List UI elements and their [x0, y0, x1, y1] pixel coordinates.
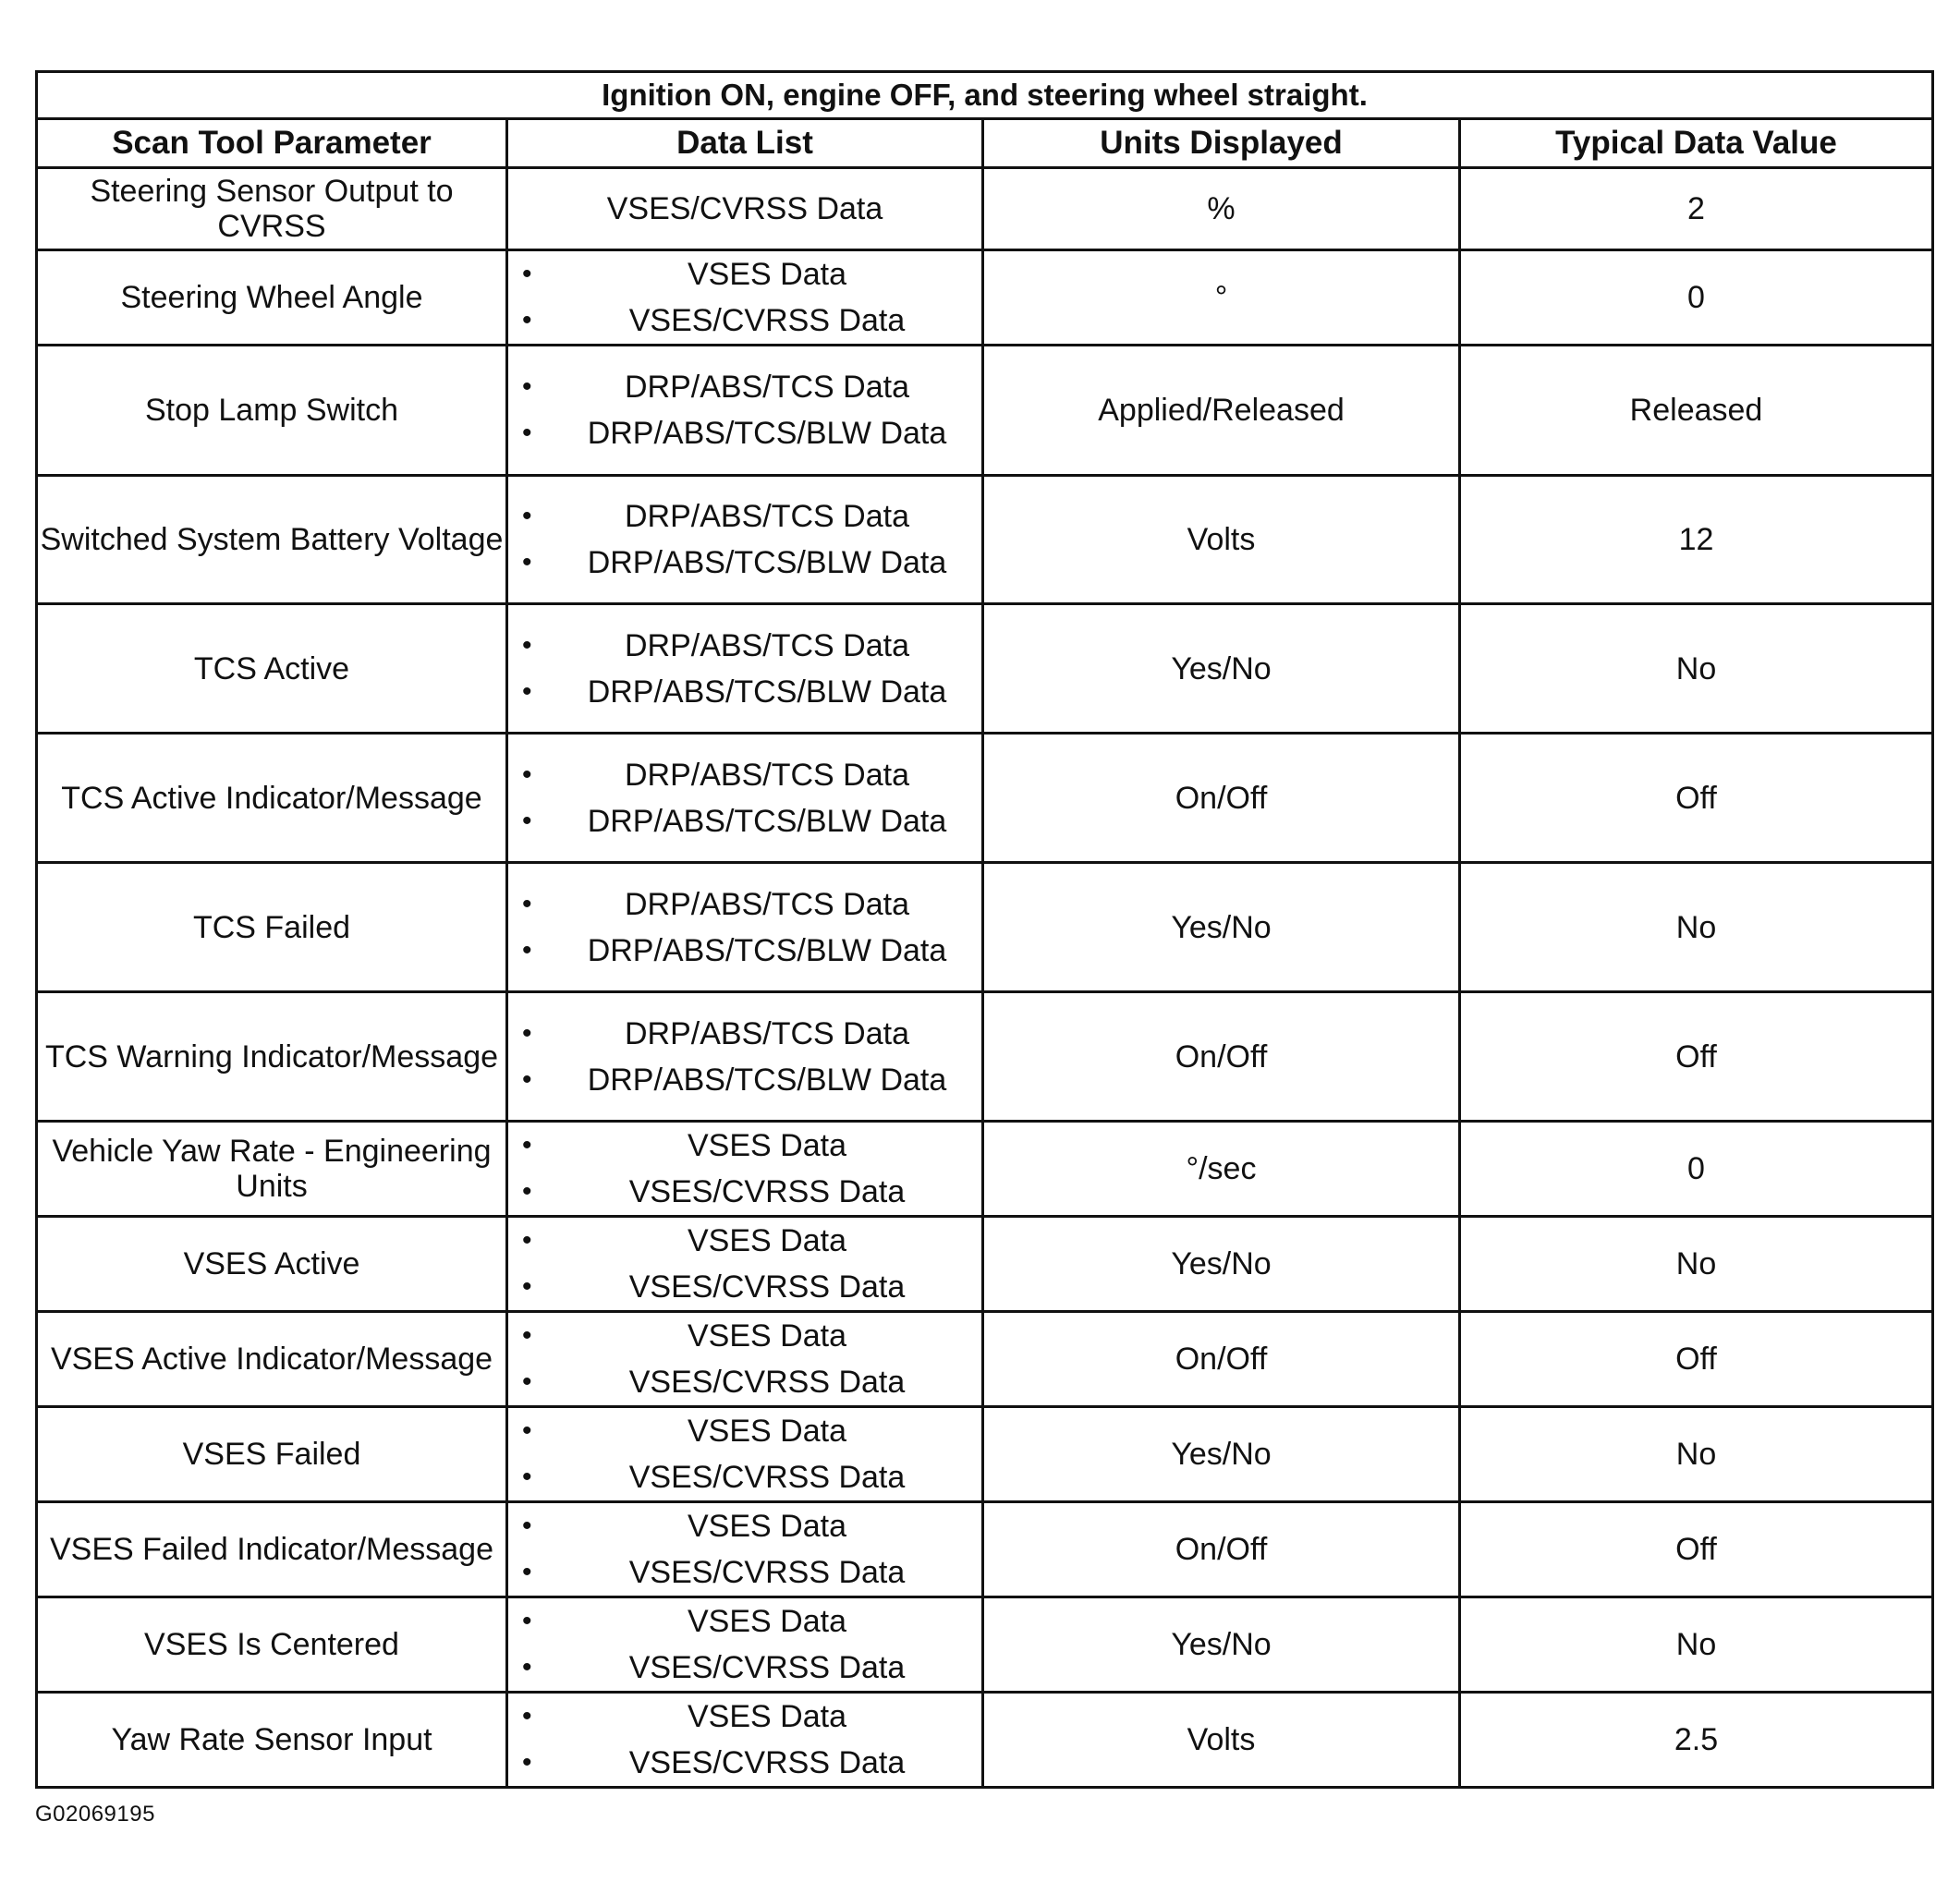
units-displayed: % [983, 168, 1460, 250]
data-list-cell [507, 1693, 983, 1788]
header-data-list: Data List [507, 119, 983, 168]
data-list-item: • VSES Data [553, 1218, 981, 1264]
data-list-item: • VSES/CVRSS Data [553, 1645, 981, 1691]
typical-value: Released [1460, 346, 1933, 476]
units-displayed: ° [983, 250, 1460, 346]
data-list-item: • VSES Data [553, 1123, 981, 1169]
parameter-name: VSES Failed [37, 1407, 507, 1502]
units-displayed: Volts [983, 476, 1460, 604]
data-list-item: • DRP/ABS/TCS/BLW Data [553, 410, 981, 456]
data-list-item: • VSES/CVRSS Data [553, 1454, 981, 1500]
table-row [37, 1122, 1933, 1217]
data-list-cell [507, 604, 983, 734]
data-list-item: • VSES Data [553, 1503, 981, 1549]
data-list-cell [507, 476, 983, 604]
table-row [37, 992, 1933, 1122]
figure-id: G02069195 [35, 1802, 155, 1827]
parameter-name: VSES Is Centered [37, 1597, 507, 1693]
units-displayed: Yes/No [983, 863, 1460, 992]
table-row [37, 1597, 1933, 1693]
units-displayed: Yes/No [983, 1217, 1460, 1312]
typical-value: Off [1460, 1312, 1933, 1407]
data-list-cell [507, 1122, 983, 1217]
data-list-item: • DRP/ABS/TCS Data [553, 493, 981, 540]
data-list-item: • VSES/CVRSS Data [553, 1264, 981, 1310]
typical-value: No [1460, 1597, 1933, 1693]
test-condition: Ignition ON, engine OFF, and steering wheel straight. [37, 72, 1933, 119]
header-row [37, 119, 1933, 168]
parameter-name: VSES Active Indicator/Message [37, 1312, 507, 1407]
table-row [37, 1502, 1933, 1597]
parameter-name: Steering Wheel Angle [37, 250, 507, 346]
units-displayed: °/sec [983, 1122, 1460, 1217]
parameter-name: VSES Failed Indicator/Message [37, 1502, 507, 1597]
data-list-item: • VSES Data [553, 1313, 981, 1359]
data-list-item: • VSES Data [553, 1408, 981, 1454]
data-list-item: • VSES/CVRSS Data [553, 1740, 981, 1786]
typical-value: No [1460, 863, 1933, 992]
units-displayed: Volts [983, 1693, 1460, 1788]
data-list-cell [507, 1502, 983, 1597]
data-list-cell [507, 1407, 983, 1502]
data-list-item: • VSES/CVRSS Data [553, 1169, 981, 1215]
data-list-item: • DRP/ABS/TCS Data [553, 1011, 981, 1057]
parameter-name: Stop Lamp Switch [37, 346, 507, 476]
table-row [37, 168, 1933, 250]
data-list-item: • DRP/ABS/TCS/BLW Data [553, 928, 981, 974]
units-displayed: On/Off [983, 1502, 1460, 1597]
scan-tool-data-table [35, 70, 1934, 1789]
typical-value: 0 [1460, 1122, 1933, 1217]
condition-row [37, 72, 1933, 119]
scan-data-sheet [35, 70, 1931, 1789]
data-list-item: • DRP/ABS/TCS/BLW Data [553, 798, 981, 844]
data-list-item: • DRP/ABS/TCS/BLW Data [553, 1057, 981, 1103]
parameter-name: TCS Warning Indicator/Message [37, 992, 507, 1122]
data-list-cell [507, 992, 983, 1122]
data-list-cell [507, 1217, 983, 1312]
units-displayed: On/Off [983, 734, 1460, 863]
data-list-item: • DRP/ABS/TCS Data [553, 752, 981, 798]
table-row [37, 734, 1933, 863]
units-displayed: On/Off [983, 992, 1460, 1122]
table-row [37, 863, 1933, 992]
data-list-item: • VSES Data [553, 251, 981, 297]
units-displayed: On/Off [983, 1312, 1460, 1407]
table-row [37, 476, 1933, 604]
table-row [37, 346, 1933, 476]
data-list-item: • DRP/ABS/TCS Data [553, 623, 981, 669]
table-row [37, 1312, 1933, 1407]
parameter-name: TCS Active [37, 604, 507, 734]
table-row [37, 604, 1933, 734]
data-list-item: • DRP/ABS/TCS Data [553, 364, 981, 410]
units-displayed: Yes/No [983, 1407, 1460, 1502]
parameter-name: Vehicle Yaw Rate - Engineering Units [37, 1122, 507, 1217]
header-units-displayed: Units Displayed [983, 119, 1460, 168]
header-scan-tool-parameter: Scan Tool Parameter [37, 119, 507, 168]
typical-value: No [1460, 604, 1933, 734]
header-typical-data-value: Typical Data Value [1460, 119, 1933, 168]
typical-value: No [1460, 1217, 1933, 1312]
typical-value: Off [1460, 992, 1933, 1122]
parameter-name: VSES Active [37, 1217, 507, 1312]
data-list-item: • VSES/CVRSS Data [553, 1359, 981, 1405]
typical-value: No [1460, 1407, 1933, 1502]
typical-value: 2.5 [1460, 1693, 1933, 1788]
data-list-cell [507, 863, 983, 992]
data-list-cell [507, 734, 983, 863]
data-list-item: • DRP/ABS/TCS/BLW Data [553, 540, 981, 586]
table-row [37, 1693, 1933, 1788]
data-list-cell [507, 346, 983, 476]
data-list-cell [507, 1597, 983, 1693]
data-list-item: • VSES Data [553, 1694, 981, 1740]
parameter-name: Switched System Battery Voltage [37, 476, 507, 604]
data-list-item: • DRP/ABS/TCS/BLW Data [553, 669, 981, 715]
data-list-cell [507, 1312, 983, 1407]
parameter-name: TCS Failed [37, 863, 507, 992]
typical-value: Off [1460, 1502, 1933, 1597]
data-list-item: VSES/CVRSS Data [606, 191, 883, 226]
table-row [37, 1407, 1933, 1502]
table-row [37, 250, 1933, 346]
data-list-item: • VSES Data [553, 1598, 981, 1645]
units-displayed: Yes/No [983, 1597, 1460, 1693]
typical-value: 2 [1460, 168, 1933, 250]
data-list-item: • VSES/CVRSS Data [553, 1549, 981, 1596]
units-displayed: Yes/No [983, 604, 1460, 734]
parameter-name: TCS Active Indicator/Message [37, 734, 507, 863]
units-displayed: Applied/Released [983, 346, 1460, 476]
parameter-name: Yaw Rate Sensor Input [37, 1693, 507, 1788]
parameter-name: Steering Sensor Output to CVRSS [37, 168, 507, 250]
typical-value: 12 [1460, 476, 1933, 604]
data-list-item: • VSES/CVRSS Data [553, 297, 981, 344]
typical-value: 0 [1460, 250, 1933, 346]
table-row [37, 1217, 1933, 1312]
data-list-cell [507, 250, 983, 346]
typical-value: Off [1460, 734, 1933, 863]
data-list-item: • DRP/ABS/TCS Data [553, 881, 981, 928]
data-list-cell [507, 168, 983, 250]
